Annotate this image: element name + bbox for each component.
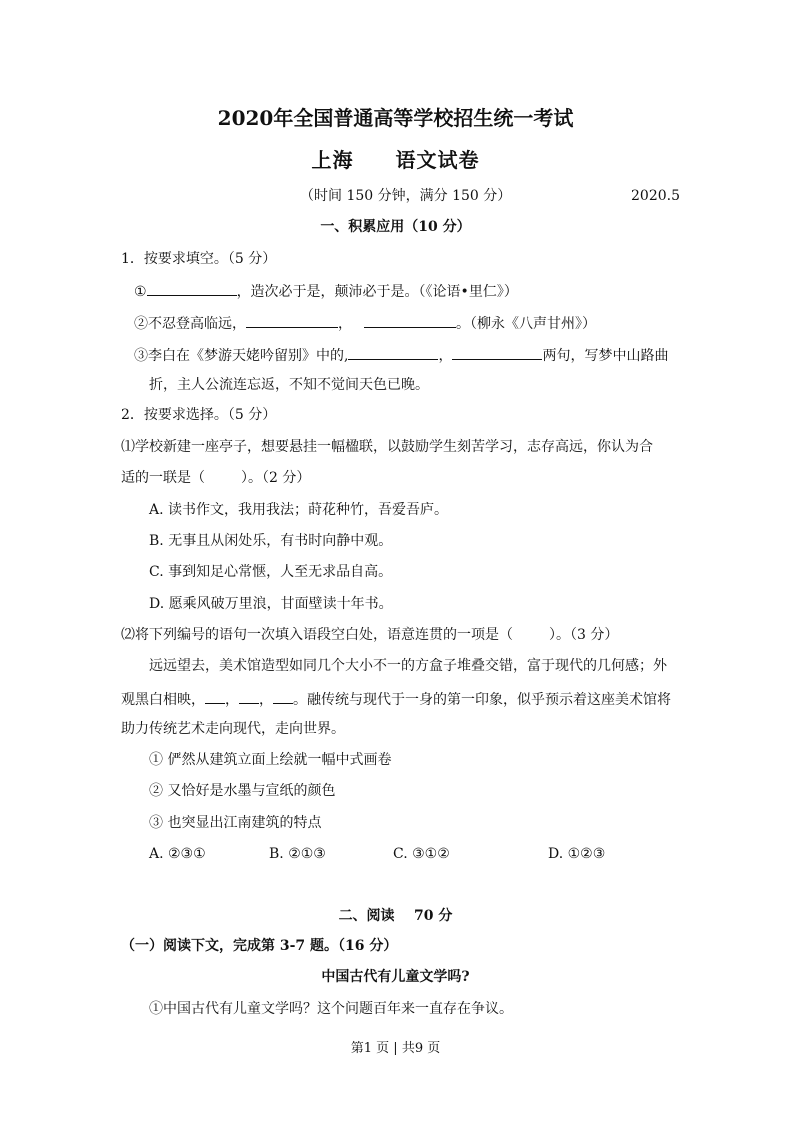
fill-blank[interactable] — [273, 688, 293, 704]
sentence-2: ② 又恰好是水墨与宣纸的颜色 — [149, 783, 336, 799]
q2-option-c: C. 事到知足心常惬，人至无求品自高。 — [149, 564, 393, 580]
q2-sub1-line2 — [121, 468, 310, 488]
answer-b: B. ②①③ — [269, 846, 326, 862]
q1-item3-cont: 折，主人公流连忘返，不知不觉间天色已晚。 — [149, 377, 429, 393]
exam-subtitle — [0, 146, 791, 174]
q2-sub1-line2-a: 适的一联是（ — [121, 470, 205, 486]
q1-item1-text: ，造次必于是，颠沛必于是。（《论语•里仁》） — [236, 284, 518, 300]
q2-stem: 2．按要求选择。（5 分） — [121, 407, 277, 423]
section2-heading: 二、阅读 70 分 — [338, 908, 453, 924]
passage-line2 — [121, 688, 671, 710]
q2-sub2-stem — [121, 625, 618, 645]
exam-date: 2020.5 — [631, 188, 680, 204]
q1-item3-sep: ， — [438, 348, 453, 364]
fill-blank[interactable] — [348, 344, 438, 360]
exam-info: （时间 150 分钟，满分 150 分） — [300, 188, 512, 204]
passage-sep: ， — [225, 692, 239, 708]
q2-option-b: B. 无事且从闲处乐，有书时向静中观。 — [149, 533, 393, 549]
sentence-3: ③ 也突显出江南建筑的特点 — [149, 815, 322, 831]
q1-item2 — [134, 312, 596, 334]
fill-blank[interactable] — [147, 280, 237, 296]
q1-item3-text: ③李白在《梦游天姥吟留别》中的, — [134, 348, 349, 364]
passage-line3: 助力传统艺术走向现代，走向世界。 — [121, 721, 345, 737]
q1-stem: 1．按要求填空。（5 分） — [121, 251, 277, 267]
passage-line2-a: 观黑白相映， — [121, 692, 205, 708]
answer-a: A. ②③① — [149, 846, 206, 862]
subtitle-subject: 语文试卷 — [395, 148, 480, 172]
passage-line1: 远远望去，美术馆造型如同几个大小不一的方盒子堆叠交错，富于现代的几何感；外 — [149, 658, 667, 674]
part1-heading: （一）阅读下文，完成第 3-7 题。（16 分） — [121, 938, 398, 954]
fill-blank[interactable] — [246, 312, 338, 328]
answer-d: D. ①②③ — [548, 846, 606, 862]
q2-option-d: D. 愿乘风破万里浪，甘面壁读十年书。 — [149, 596, 393, 612]
q2-option-a: A. 读书作文，我用我法；莳花种竹，吾爱吾庐。 — [149, 502, 449, 518]
subtitle-region: 上海 — [311, 148, 354, 172]
sentence-1: ① 俨然从建筑立面上绘就一幅中式画卷 — [149, 752, 392, 768]
answer-c: C. ③①② — [393, 846, 450, 862]
passage-sep: ， — [259, 692, 273, 708]
fill-blank[interactable] — [205, 688, 225, 704]
passage-line2-b: 。融传统与现代于一身的第一印象，似乎预示着这座美术馆将 — [293, 692, 671, 708]
article-title: 中国古代有儿童文学吗? — [321, 969, 470, 985]
q1-item2-text: ②不忍登高临远， — [134, 316, 246, 332]
q2-sub1-line1: ⑴学校新建一座亭子，想要悬挂一幅楹联，以鼓励学生刻苦学习，志存高远，你认为合 — [121, 439, 653, 455]
fill-blank[interactable] — [239, 688, 259, 704]
q1-item2-tail: 。（柳永《八声甘州》） — [456, 316, 596, 332]
page-footer: 第1 页 | 共9 页 — [350, 1041, 441, 1056]
q1-item2-sep: ， — [338, 316, 352, 332]
q1-item3 — [134, 344, 668, 366]
exam-title: 2020年全国普通高等学校招生统一考试 — [217, 106, 574, 130]
fill-blank[interactable] — [364, 312, 456, 328]
q2-sub1-line2-b: ）。（2 分） — [241, 470, 311, 486]
q2-sub2-stem-b: ）。（3 分） — [549, 627, 619, 643]
q1-item1 — [134, 280, 518, 302]
q1-item1-num: ① — [134, 284, 147, 300]
q1-item3-tail: 两句，写梦中山路曲 — [542, 348, 669, 364]
q2-sub2-stem-a: ⑵将下列编号的语句一次填入语段空白处，语意连贯的一项是（ — [121, 627, 513, 643]
article-para1: ①中国古代有儿童文学吗？这个问题百年来一直存在争议。 — [149, 1001, 513, 1017]
fill-blank[interactable] — [452, 344, 542, 360]
section1-heading: 一、积累应用（10 分） — [320, 219, 471, 235]
